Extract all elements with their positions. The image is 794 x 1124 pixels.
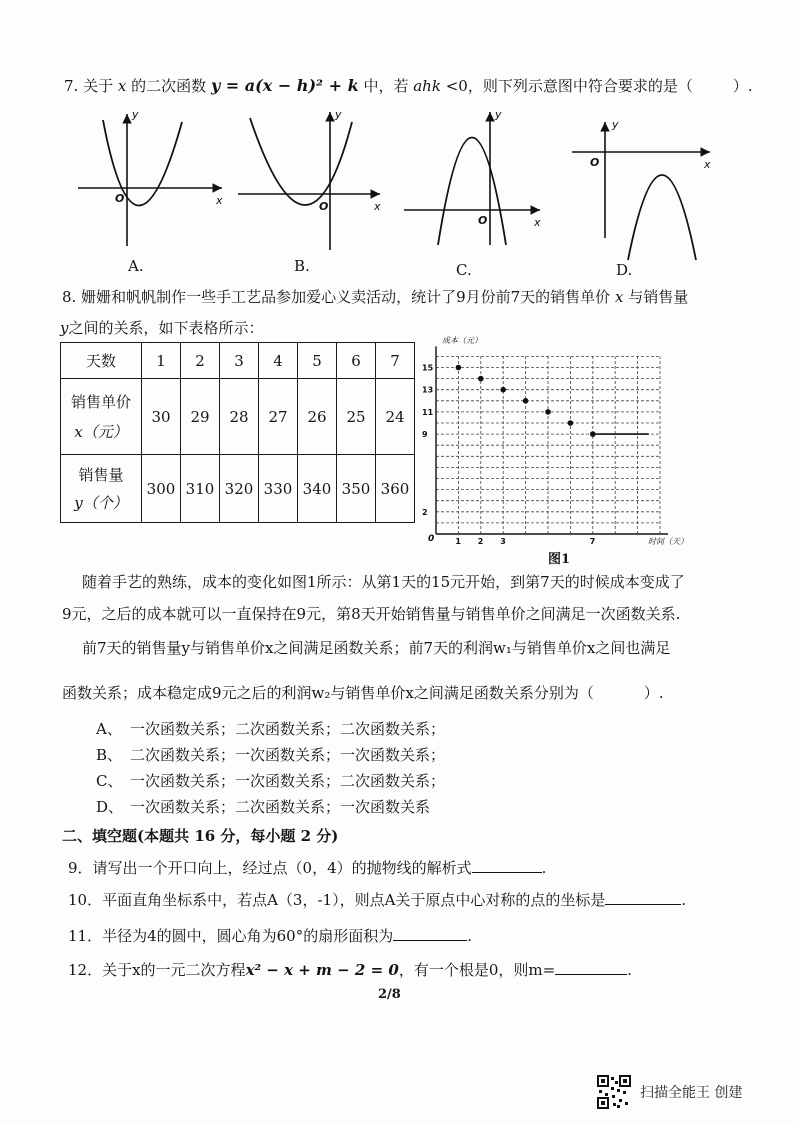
q8-para1-line2: 9元，之后的成本就可以一直保持在9元，第8天开始销售量与销售单价之间满足一次函数关系. bbox=[62, 605, 681, 623]
q11-period: . bbox=[467, 927, 473, 945]
table-cell: 5 bbox=[298, 343, 337, 379]
choice-c-label: C、 bbox=[96, 772, 123, 790]
choice-c-text: 一次函数关系；一次函数关系；二次函数关系； bbox=[130, 772, 446, 790]
q7-cond: ahk bbox=[413, 77, 441, 95]
choice-d bbox=[96, 797, 430, 817]
q8-para2-line2-b: ）. bbox=[643, 684, 664, 702]
q7-number: 7. bbox=[64, 77, 79, 95]
graph-d-x-label: x bbox=[704, 158, 711, 171]
graph-b-y-label: y bbox=[335, 108, 342, 121]
x-tick-label: 7 bbox=[589, 537, 596, 546]
chart-ylabel: 成本（元） bbox=[442, 336, 482, 345]
price-label-1: 销售单价 bbox=[70, 392, 131, 411]
chart-grid bbox=[436, 356, 660, 534]
data-point bbox=[568, 420, 574, 426]
q11-answer-blank[interactable] bbox=[393, 926, 467, 941]
table-cell: 28 bbox=[220, 379, 259, 455]
choice-d-text: 一次函数关系；二次函数关系；一次函数关系 bbox=[130, 798, 431, 816]
q8-intro-tail: 与销售量 bbox=[628, 288, 689, 306]
x-tick-label: 2 bbox=[477, 537, 484, 546]
graph-b-x-label: x bbox=[374, 200, 381, 213]
table-cell: 7 bbox=[376, 343, 415, 379]
q7-text-a: 关于 bbox=[83, 77, 114, 95]
table-cell: 310 bbox=[181, 455, 220, 523]
q8-table bbox=[60, 342, 415, 523]
table-header-days: 天数 bbox=[61, 343, 142, 379]
choice-b-label: B、 bbox=[96, 746, 123, 764]
q10-text: 10．平面直角坐标系中，若点A（3，-1），则点A关于原点中心对称的点的坐标是 bbox=[68, 891, 606, 909]
graph-c bbox=[404, 108, 541, 245]
y-tick-label: 15 bbox=[422, 363, 434, 373]
table-cell: 24 bbox=[376, 379, 415, 455]
q8-para2-line2-a: 函数关系；成本稳定成9元之后的利润w₂与销售单价x之间满足函数关系分别为（ bbox=[62, 684, 594, 702]
graph-a-x-label: x bbox=[216, 194, 223, 207]
choice-d-label: D、 bbox=[96, 798, 124, 816]
option-a-label: A. bbox=[128, 257, 144, 275]
table-cell: 350 bbox=[337, 455, 376, 523]
data-point bbox=[456, 365, 462, 371]
x-tick-label: 1 bbox=[455, 537, 461, 546]
table-cell: 330 bbox=[259, 455, 298, 523]
graph-d-y-label: y bbox=[612, 118, 619, 131]
table-cell: 29 bbox=[181, 379, 220, 455]
graph-a-origin: O bbox=[115, 192, 125, 205]
q8-intro-var-y: y bbox=[60, 319, 69, 337]
data-point bbox=[478, 376, 484, 382]
q12-answer-blank[interactable] bbox=[555, 960, 627, 975]
table-header-qty bbox=[61, 455, 142, 523]
q9-period: . bbox=[541, 859, 547, 877]
table-cell: 1 bbox=[142, 343, 181, 379]
choice-a-label: A、 bbox=[96, 720, 122, 738]
q12-formula: x² − x + m − 2 = 0 bbox=[245, 961, 399, 979]
graph-a bbox=[78, 108, 223, 246]
chart-axes bbox=[436, 346, 668, 534]
graph-d-origin: O bbox=[590, 156, 600, 169]
option-b-label: B. bbox=[294, 257, 310, 275]
graph-c-origin: O bbox=[478, 214, 488, 227]
q8-intro-line2 bbox=[60, 318, 264, 338]
q8-intro-var: x bbox=[614, 288, 624, 306]
cost-chart bbox=[420, 330, 688, 550]
data-point bbox=[545, 409, 551, 415]
q7-formula: y = a(x − h)² + k bbox=[210, 76, 359, 95]
table-header-price bbox=[61, 379, 142, 455]
option-c-label: C. bbox=[456, 261, 472, 279]
figure-caption: 图1 bbox=[548, 552, 571, 567]
graph-c-y-label: y bbox=[495, 108, 502, 121]
q10-answer-blank[interactable] bbox=[605, 890, 681, 905]
q7-text-b: 的二次函数 bbox=[131, 77, 207, 95]
q8-intro-text: 姗姗和帆帆制作一些手工艺品参加爱心义卖活动，统计了9月份前7天的销售单价 bbox=[81, 288, 611, 306]
q8-para2-line2 bbox=[62, 683, 664, 703]
table-cell: 26 bbox=[298, 379, 337, 455]
q7-text-d: <0，则下列示意图中符合要求的是（ bbox=[445, 77, 693, 95]
table-cell: 4 bbox=[259, 343, 298, 379]
choice-b-text: 二次函数关系；一次函数关系；一次函数关系； bbox=[130, 746, 446, 764]
graph-a-y-label: y bbox=[132, 108, 139, 121]
q12 bbox=[68, 960, 632, 980]
q7-stem bbox=[64, 76, 753, 96]
page-number: 2/8 bbox=[378, 987, 401, 1002]
q8-para1-line1: 随着手艺的熟练，成本的变化如图1所示：从第1天的15元开始，到第7天的时候成本变成了 bbox=[82, 573, 685, 591]
data-point bbox=[523, 398, 529, 404]
y-tick-label: 9 bbox=[422, 430, 428, 440]
table-cell: 25 bbox=[337, 379, 376, 455]
section2-heading: 二、填空题(本题共 16 分，每小题 2 分) bbox=[62, 827, 339, 845]
q9-text: 9．请写出一个开口向上，经过点（0，4）的抛物线的解析式 bbox=[68, 859, 472, 877]
graph-b bbox=[238, 108, 381, 250]
q9-answer-blank[interactable] bbox=[472, 858, 542, 873]
q7-text-e: ）. bbox=[732, 77, 753, 95]
q12-period: . bbox=[627, 961, 632, 979]
table-cell: 30 bbox=[142, 379, 181, 455]
q7-var-x: x bbox=[117, 77, 127, 95]
table-cell: 360 bbox=[376, 455, 415, 523]
graph-c-x-label: x bbox=[534, 216, 541, 229]
chart-ticks bbox=[422, 364, 595, 547]
table-cell: 2 bbox=[181, 343, 220, 379]
chart-origin: 0 bbox=[428, 534, 435, 544]
q7-graphs bbox=[60, 100, 740, 285]
table-row-days bbox=[61, 343, 415, 379]
table-cell: 27 bbox=[259, 379, 298, 455]
data-point bbox=[500, 387, 506, 393]
q8-number: 8. bbox=[62, 288, 77, 306]
q10 bbox=[68, 890, 686, 910]
q8-intro-line1 bbox=[62, 287, 688, 307]
q7-text-c: 中，若 bbox=[363, 77, 409, 95]
qty-label-1: 销售量 bbox=[78, 465, 124, 484]
table-cell: 320 bbox=[220, 455, 259, 523]
q12-text-b: ，有一个根是0，则m= bbox=[398, 961, 556, 979]
q8-intro-line2-text: 之间的关系，如下表格所示： bbox=[68, 319, 264, 337]
choice-c bbox=[96, 771, 445, 791]
graph-b-origin: O bbox=[319, 200, 329, 213]
q9 bbox=[68, 858, 546, 878]
choice-a-text: 一次函数关系；二次函数关系；二次函数关系； bbox=[130, 720, 446, 738]
qr-code-icon bbox=[597, 1075, 631, 1109]
q8-para2-line1: 前7天的销售量y与销售单价x之间满足函数关系；前7天的利润w₁与销售单价x之间也满足 bbox=[82, 639, 671, 657]
choice-b bbox=[96, 745, 445, 765]
option-d-label: D. bbox=[616, 261, 633, 279]
table-row-qty bbox=[61, 455, 415, 523]
graph-d bbox=[572, 118, 711, 260]
chart-xlabel: 时间（天） bbox=[648, 537, 688, 546]
table-cell: 3 bbox=[220, 343, 259, 379]
price-label-2: x（元） bbox=[74, 422, 128, 441]
scanner-watermark: 扫描全能王 创建 bbox=[640, 1085, 743, 1101]
table-row-price bbox=[61, 379, 415, 455]
table-cell: 6 bbox=[337, 343, 376, 379]
y-tick-label: 11 bbox=[422, 407, 434, 417]
choice-a bbox=[96, 719, 445, 739]
q10-period: . bbox=[681, 891, 687, 909]
q11 bbox=[68, 926, 472, 946]
q11-text: 11．半径为4的圆中，圆心角为60°的扇形面积为 bbox=[68, 927, 394, 945]
q12-text-a: 12．关于x的一元二次方程 bbox=[68, 961, 246, 979]
x-tick-label: 3 bbox=[500, 537, 506, 546]
y-tick-label: 2 bbox=[422, 507, 428, 517]
qty-label-2: y（个） bbox=[74, 493, 128, 512]
table-cell: 340 bbox=[298, 455, 337, 523]
y-tick-label: 13 bbox=[422, 385, 434, 395]
table-cell: 300 bbox=[142, 455, 181, 523]
